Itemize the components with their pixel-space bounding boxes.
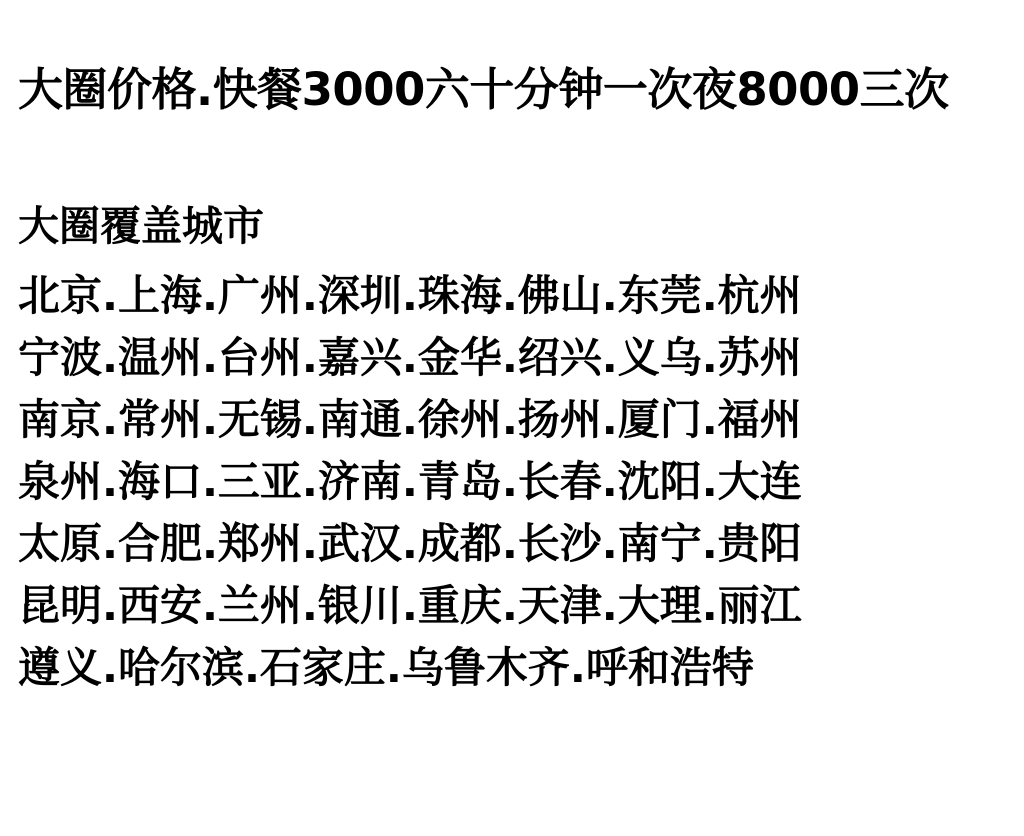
city-line: 遵义.哈尔滨.石家庄.乌鲁木齐.呼和浩特 <box>18 643 754 692</box>
coverage-section-title: 大圈覆盖城市 <box>18 202 264 250</box>
price-headline: 大圈价格.快餐3000六十分钟一次夜8000三次 <box>18 63 949 116</box>
city-line: 昆明.西安.兰州.银川.重庆.天津.大理.丽江 <box>18 581 802 630</box>
city-line: 南京.常州.无锡.南通.徐州.扬州.厦门.福州 <box>18 395 802 444</box>
city-line: 北京.上海.广州.深圳.珠海.佛山.东莞.杭州 <box>18 271 802 320</box>
city-list <box>18 265 1008 699</box>
city-line: 泉州.海口.三亚.济南.青岛.长春.沈阳.大连 <box>18 457 802 506</box>
city-line: 太原.合肥.郑州.武汉.成都.长沙.南宁.贵阳 <box>18 519 802 568</box>
city-line: 宁波.温州.台州.嘉兴.金华.绍兴.义乌.苏州 <box>18 333 802 382</box>
